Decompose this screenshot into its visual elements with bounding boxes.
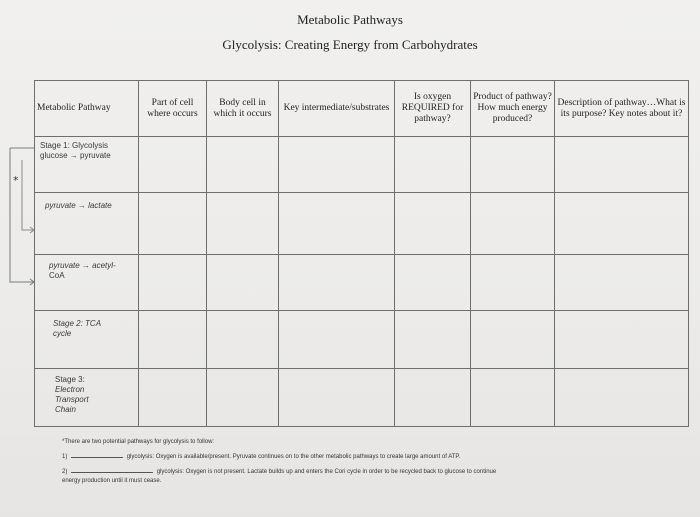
row-label-line: Stage 2: TCA cycle <box>53 319 101 338</box>
row-label-line: Stage 1: Glycolysis <box>40 141 109 150</box>
header-body-cell: Body cell in which it occurs <box>207 81 279 137</box>
row-label-line: pyruvate → acetyl- <box>49 261 116 270</box>
row-label-line: Electron Transport <box>55 385 89 404</box>
answer-cell[interactable] <box>471 137 555 193</box>
answer-cell[interactable] <box>279 137 395 193</box>
header-key-intermediates: Key intermediate/substrates <box>279 81 395 137</box>
fill-in-blank-1[interactable] <box>71 451 123 458</box>
header-part-of-cell: Part of cell where occurs <box>139 81 207 137</box>
row-label-line: CoA <box>49 271 65 280</box>
page-title: Metabolic Pathways <box>297 12 403 27</box>
answer-cell[interactable] <box>139 137 207 193</box>
row-label-lactate <box>35 193 139 255</box>
table-row <box>35 137 689 193</box>
answer-cell[interactable] <box>279 369 395 427</box>
table-row <box>35 369 689 427</box>
row-label-acetyl-coa <box>35 255 139 311</box>
answer-cell[interactable] <box>207 137 279 193</box>
answer-cell[interactable] <box>207 193 279 255</box>
table-row <box>35 311 689 369</box>
answer-cell[interactable] <box>279 193 395 255</box>
note-number: 2) <box>62 469 68 475</box>
answer-cell[interactable] <box>207 369 279 427</box>
header-metabolic-pathway: Metabolic Pathway <box>35 81 139 137</box>
answer-cell[interactable] <box>471 193 555 255</box>
answer-cell[interactable] <box>471 311 555 369</box>
answer-cell[interactable] <box>555 137 689 193</box>
row-label-etc <box>35 369 139 427</box>
row-label-line: glucose → pyruvate <box>40 151 111 160</box>
row-label-line: Stage 3: <box>55 375 85 384</box>
answer-cell[interactable] <box>139 193 207 255</box>
answer-cell[interactable] <box>395 193 471 255</box>
header-oxygen-required: Is oxygen REQUIRED for pathway? <box>395 81 471 137</box>
answer-cell[interactable] <box>555 193 689 255</box>
answer-cell[interactable] <box>395 369 471 427</box>
note-item-2 <box>62 466 682 477</box>
table-row <box>35 193 689 255</box>
answer-cell[interactable] <box>395 255 471 311</box>
page-subtitle: Glycolysis: Creating Energy from Carbohydrates <box>222 37 478 52</box>
answer-cell[interactable] <box>207 311 279 369</box>
answer-cell[interactable] <box>555 369 689 427</box>
row-label-tca <box>35 311 139 369</box>
row-label-stage1 <box>35 137 139 193</box>
answer-cell[interactable] <box>279 255 395 311</box>
note-text: glycolysis: Oxygen is available/present. Pyruvate continues on to the other metabolic pathways to create large amount of ATP. <box>126 454 461 460</box>
answer-cell[interactable] <box>555 311 689 369</box>
answer-cell[interactable] <box>139 369 207 427</box>
pathway-table <box>34 80 689 427</box>
row-label-line: pyruvate → lactate <box>45 201 112 210</box>
header-description: Description of pathway…What is its purpose? Key notes about it? <box>555 81 689 137</box>
answer-cell[interactable] <box>395 311 471 369</box>
note-number: 1) <box>62 454 68 460</box>
footnotes <box>62 438 682 486</box>
answer-cell[interactable] <box>207 255 279 311</box>
note-item-1 <box>62 451 682 462</box>
header-product: Product of pathway? How much energy produced? <box>471 81 555 137</box>
answer-cell[interactable] <box>471 369 555 427</box>
answer-cell[interactable] <box>139 311 207 369</box>
fill-in-blank-2[interactable] <box>71 466 153 473</box>
note-text: glycolysis: Oxygen is not present. Lactate builds up and enters the Cori cycle in order to be recycled back to glucose to continue <box>156 469 497 475</box>
answer-cell[interactable] <box>279 311 395 369</box>
answer-cell[interactable] <box>555 255 689 311</box>
header-row <box>35 81 689 137</box>
row-label-line: Chain <box>55 405 76 414</box>
table-row <box>35 255 689 311</box>
notes-intro: *There are two potential pathways for glycolysis to follow: <box>62 439 215 445</box>
answer-cell[interactable] <box>471 255 555 311</box>
note-item-2-continued: energy production until it must cease. <box>62 478 162 484</box>
answer-cell[interactable] <box>139 255 207 311</box>
asterisk-mark: * <box>13 174 19 187</box>
answer-cell[interactable] <box>395 137 471 193</box>
